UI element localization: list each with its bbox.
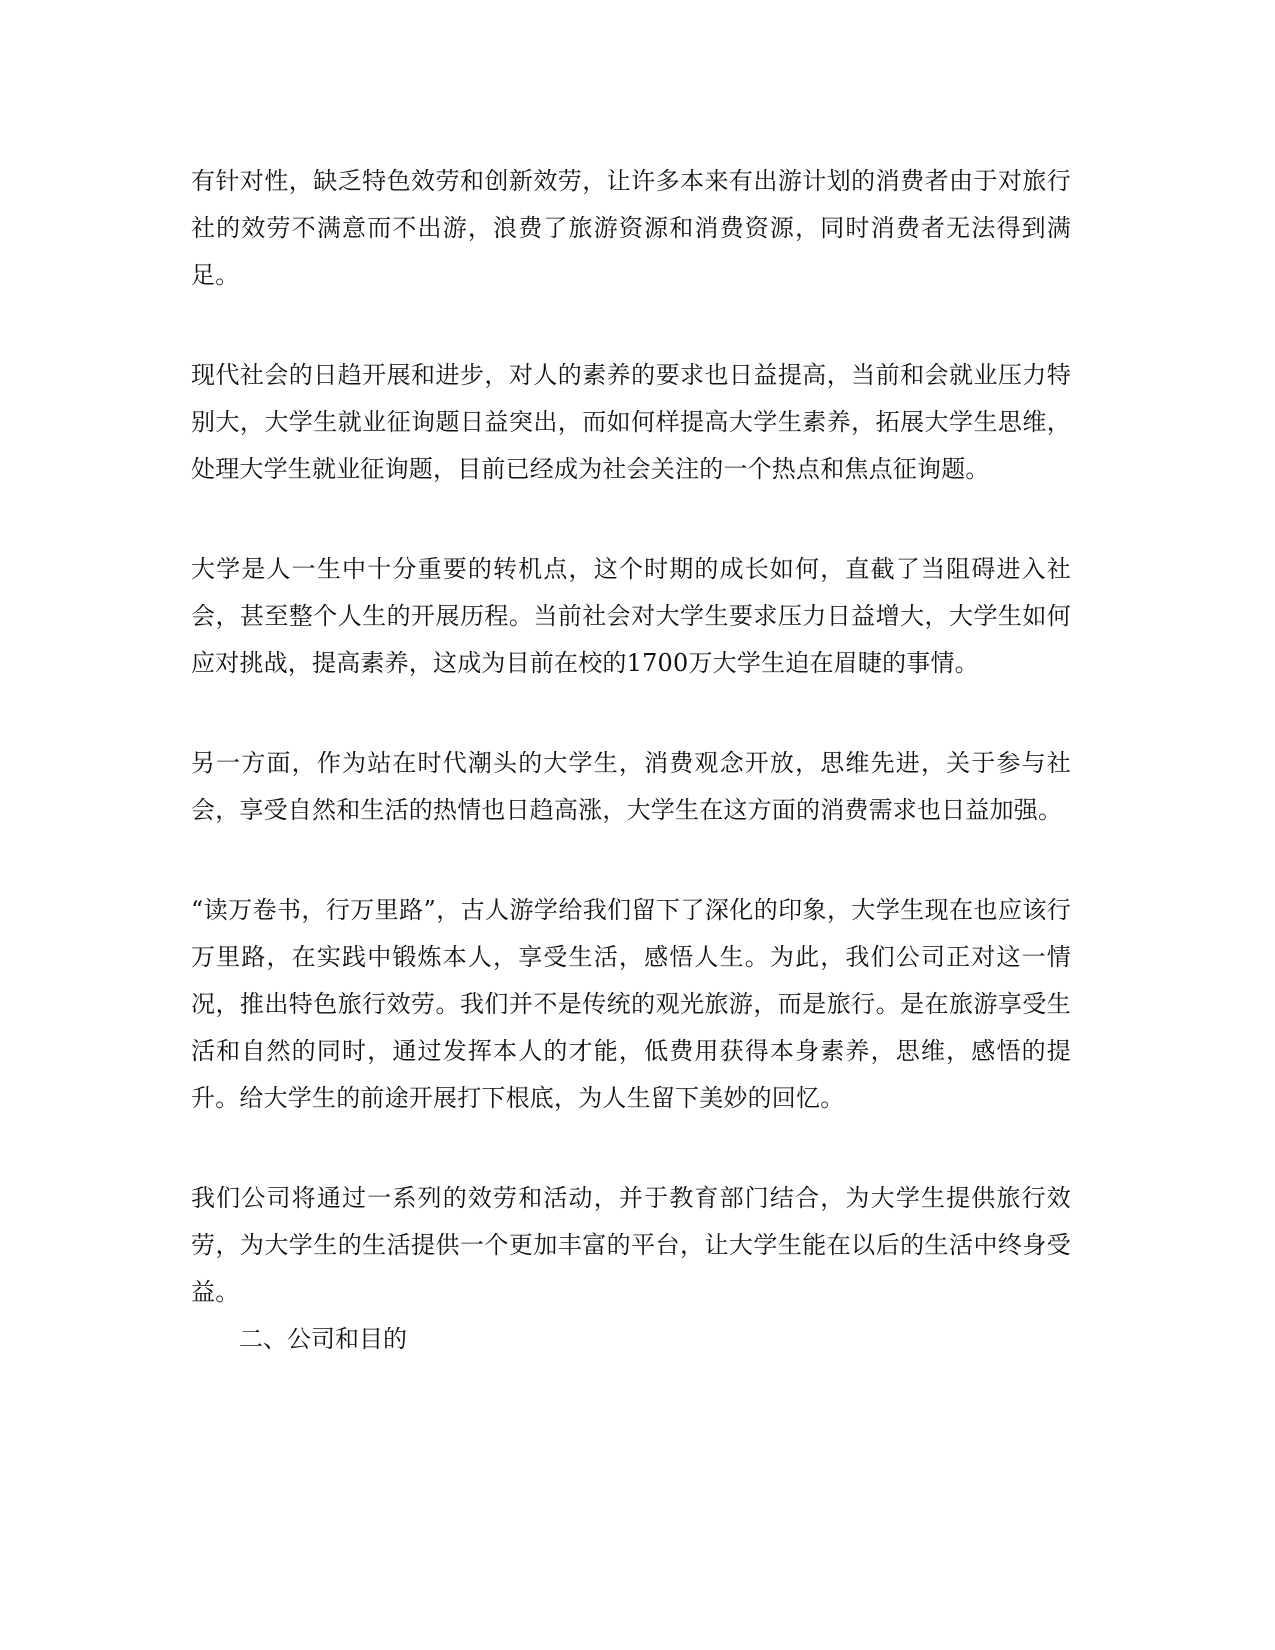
paragraph-2: 现代社会的日趋开展和进步，对人的素养的要求也日益提高，当前和会就业压力特别大，大学生就业征询题日益突出，而如何样提高大学生素养，拓展大学生思维，处理大学生就业征询题，目前已经成为社会关注的一个热点和焦点征询题。 [191,361,1071,483]
section-heading: 二、公司和目的 [239,1325,407,1353]
paragraph-6: 我们公司将通过一系列的效劳和活动，并于教育部门结合，为大学生提供旅行效劳，为大学生的生活提供一个更加丰富的平台，让大学生能在以后的生活中终身受益。 [191,1184,1071,1306]
document-body [191,158,1071,1363]
paragraph-5: “读万卷书，行万里路”，古人游学给我们留下了深化的印象，大学生现在也应该行万里路，在实践中锻炼本人，享受生活，感悟人生。为此，我们公司正对这一情况，推出特色旅行效劳。我们并不是传统的观光旅游，而是旅行。是在旅游享受生活和自然的同时，通过发挥本人的才能，低费用获得本身素养，思维，感悟的提升。给大学生的前途开展打下根底，为人生留下美妙的回忆。 [191,896,1071,1112]
paragraph-1: 有针对性，缺乏特色效劳和创新效劳，让许多本来有出游计划的消费者由于对旅行社的效劳不满意而不出游，浪费了旅游资源和消费资源，同时消费者无法得到满足。 [191,167,1071,289]
paragraph-4: 另一方面，作为站在时代潮头的大学生，消费观念开放，思维先进，关于参与社会，享受自然和生活的热情也日趋高涨，大学生在这方面的消费需求也日益加强。 [191,749,1071,824]
paragraph-3: 大学是人一生中十分重要的转机点，这个时期的成长如何，直截了当阻碍进入社会，甚至整个人生的开展历程。当前社会对大学生要求压力日益增大，大学生如何应对挑战，提高素养，这成为目前在校的1700万大学生迫在眉睫的事情。 [191,555,1071,677]
